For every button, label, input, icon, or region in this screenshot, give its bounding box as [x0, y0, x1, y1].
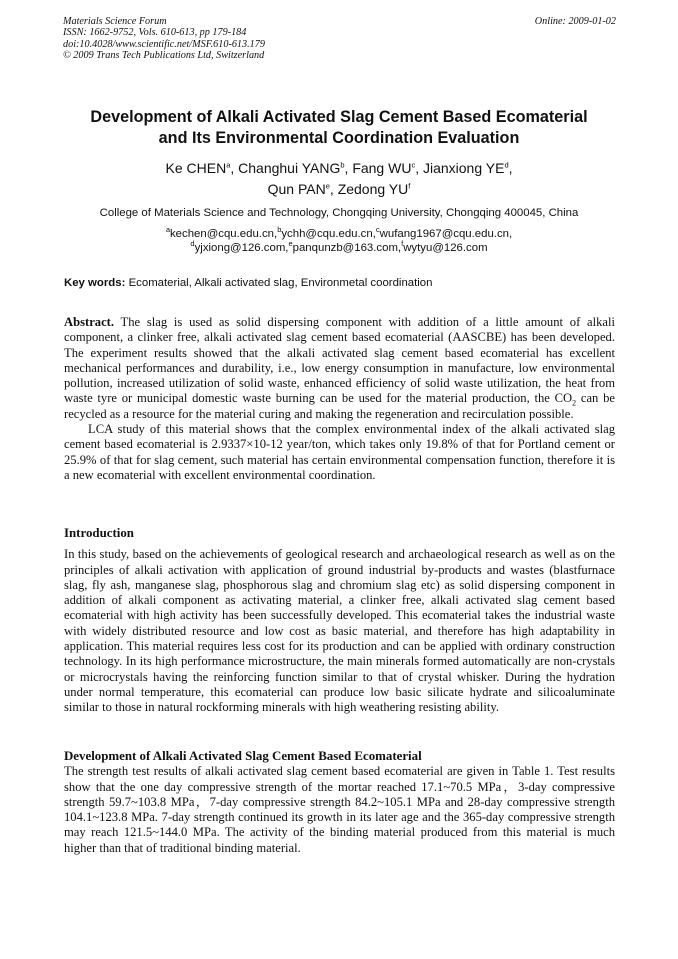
- author-separator: ,: [344, 160, 353, 176]
- affiliation: College of Materials Science and Technology, Chongqing University, Chongqing 400045, China: [99, 207, 579, 219]
- abstract-paragraph-2: LCA study of this material shows that the complex environmental index of the alkali activated slag cement based ecomaterial is 2.9337×10-12 year/ton, which takes only 19.8% of that for Portland cement or 25.9% of that for slag cement, such material has certain environmental compensation function, therefore it is a new ecomaterial with excellent environmental coordination.: [64, 422, 615, 482]
- development-section: [64, 749, 615, 856]
- paper-title: [60, 107, 618, 149]
- author-separator: ,: [230, 160, 239, 176]
- email-address[interactable]: wufang1967@cqu.edu.cn,: [379, 228, 513, 240]
- author-mark: f: [408, 181, 411, 191]
- title-line-2: and Its Environmental Coordination Evaluation: [158, 129, 520, 147]
- abstract-text-1b: can be recycled as a resource for the material curing and making the regeneration and recirculation possible.: [64, 391, 615, 421]
- email-address[interactable]: yjxiong@126.com,: [194, 241, 289, 254]
- author-name: Jianxiong YE: [422, 160, 505, 176]
- development-heading: Development of Alkali Activated Slag Cement Based Ecomaterial: [64, 749, 422, 763]
- author-name: Zedong YU: [337, 181, 409, 197]
- email-mark: d: [190, 238, 195, 248]
- abstract: [64, 315, 615, 483]
- email-address[interactable]: kechen@cqu.edu.cn,: [169, 228, 278, 240]
- author-name: Changhui YANG: [238, 160, 341, 176]
- author-list: [60, 158, 618, 200]
- author-separator: ,: [329, 181, 338, 197]
- development-text: The strength test results of alkali activated slag cement based ecomaterial are given in Table 1. Test results show that the one day compressive strength of the mortar reached 17.1~70.5 MPa，3-day compressive strength 59.7~103.8 MPa，7-day compressive strength 84.2~105.1 MPa and 28-day compressive strength 104.1~123.8 MPa. 7-day strength continued its growth in its later age and the 365-day compressive strength may reach 121.5~144.0 MPa. The activity of the binding material produced from this material is much higher than that of traditional binding material.: [64, 764, 615, 855]
- page-header: [63, 16, 616, 61]
- email-line-1: [60, 225, 618, 242]
- doi-line: doi:10.4028/www.scientific.net/MSF.610-613.179: [63, 38, 265, 50]
- author-name: Fang WU: [352, 160, 412, 176]
- author-mark: c: [411, 160, 416, 170]
- author-name: Ke CHEN: [165, 160, 227, 176]
- author-line-1: [60, 158, 618, 179]
- keywords: [64, 276, 616, 290]
- issn-line: ISSN: 1662-9752, Vols. 610-613, pp 179-184: [63, 27, 247, 39]
- introduction-text: In this study, based on the achievements of geological research and archaeological research as well as on the principles of alkali activation with application of ground industrial by-products and wastes (blastfurnace slag, fly ash, manganese slag, phosphorous slag and chromium slag etc) as solid dispersing component in addition of alkali component as activating material, a clinker free, alkali activated slag cement based ecomaterial with high activity has been successfully developed. This ecomaterial takes the industrial waste with widely distributed resource and low cost as basic material, and therefore has high adaptability in application. This material requires less cost for its production and can be applied with ordinary construction technology. In its high performance microstructure, the main minerals formed automatically are non-crystals or microcrystals having the reinforcing function similar to that of crystal whisker. During the hydration under normal temperature, this ecomaterial can produce low basic silicate hydrate and silicoaluminate similar to those in natural rockforming minerals with high weathering resisting ability.: [64, 547, 615, 715]
- abstract-paragraph-1: [64, 315, 615, 422]
- author-mark: b: [340, 160, 345, 170]
- keywords-text: Ecomaterial, Alkali activated slag, Environmetal coordination: [125, 277, 433, 289]
- journal-name: Materials Science Forum: [63, 16, 167, 27]
- email-mark: c: [375, 225, 380, 235]
- email-mark: a: [165, 225, 170, 235]
- author-separator: ,: [415, 160, 423, 176]
- introduction-heading: Introduction: [64, 526, 134, 540]
- email-address[interactable]: wytyu@126.com: [403, 241, 488, 254]
- author-separator: ,: [508, 160, 513, 176]
- email-line-2: [60, 238, 618, 256]
- author-name: Qun PAN: [267, 181, 326, 197]
- co2-subscript: 2: [572, 399, 577, 408]
- title-line-1: Development of Alkali Activated Slag Cement Based Ecomaterial: [90, 108, 588, 126]
- email-list: [60, 225, 618, 255]
- email-address[interactable]: ychh@cqu.edu.cn,: [281, 228, 376, 240]
- abstract-label: Abstract.: [64, 315, 115, 329]
- email-mark: b: [277, 225, 282, 235]
- email-address[interactable]: panqunzb@163.com,: [292, 241, 402, 254]
- introduction-section: [64, 526, 615, 716]
- author-mark: e: [325, 181, 330, 191]
- email-mark: f: [401, 238, 404, 248]
- online-date: Online: 2009-01-02: [534, 16, 616, 27]
- author-mark: d: [504, 160, 509, 170]
- abstract-text-1a: The slag is used as solid dispersing component with addition of a little amount of alkali component, a clinker free, alkali activated slag cement based ecomaterial (AASCBE) has been developed. The experiment results showed that the alkali activated slag cement based ecomaterial has excellent mechanical performances and durability, i.e., low energy consumption in manufacture, low environmental pollution, increased utilization of solid waste, enhanced efficiency of solid waste utilization, the heat from waste tyre or municipal domestic waste burning can be used for the material production, the CO: [64, 315, 615, 406]
- author-mark: a: [226, 160, 231, 170]
- email-mark: e: [288, 238, 293, 248]
- keywords-label: Key words:: [64, 277, 126, 289]
- author-line-2: [60, 179, 618, 200]
- copyright-line: © 2009 Trans Tech Publications Ltd, Switzerland: [63, 49, 265, 61]
